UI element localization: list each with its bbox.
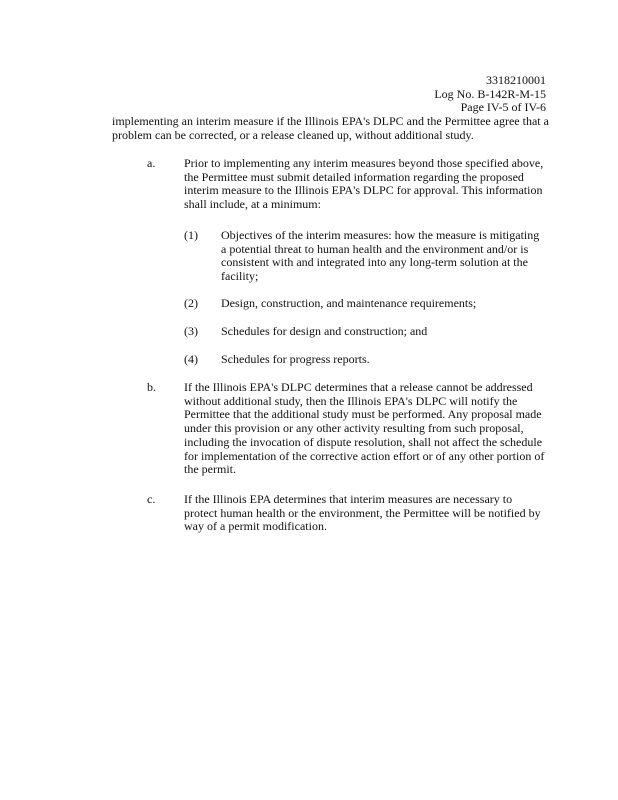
sub-text-2: Design, construction, and maintenance requirements; — [221, 296, 477, 310]
page-number: Page IV-5 of IV-6 — [460, 100, 546, 114]
list-text-b: If the Illinois EPA's DLPC determines that a release cannot be addressed without additional study, then the Illinois EPA's DLPC will notify the Permittee that the additional study must be performed. Any proposal made under this provision or any other activity resulting from such proposal, including the invocation of dispute resolution, shall not affect the schedule for implementation of the corrective action effort or of any other portion of the permit. — [184, 380, 545, 477]
log-number: Log No. B-142R-M-15 — [434, 86, 546, 101]
sub-item-1 — [184, 229, 554, 284]
sub-item-2 — [184, 297, 554, 311]
sub-item-4 — [184, 353, 554, 367]
list-text-c: If the Illinois EPA determines that interim measures are necessary to protect human health or the environment, the Permittee will be notified by way of a permit modification. — [184, 492, 541, 534]
list-item-a — [147, 157, 547, 212]
document-id: 3318210001 — [486, 73, 546, 87]
list-marker-b: b. — [147, 380, 156, 394]
list-item-c — [147, 493, 547, 534]
list-item-b — [147, 381, 547, 477]
intro-paragraph: implementing an interim measure if the Illinois EPA's DLPC and the Permittee agree that a problem can be corrected, or a release cleaned up, without additional study. — [112, 114, 549, 142]
sub-text-4: Schedules for progress reports. — [221, 352, 370, 366]
sub-marker-1: (1) — [184, 228, 198, 242]
list-marker-c: c. — [147, 492, 156, 506]
page-header — [434, 74, 546, 115]
list-marker-a: a. — [147, 156, 156, 170]
sub-marker-3: (3) — [184, 324, 198, 338]
sub-text-3: Schedules for design and construction; and — [221, 324, 428, 338]
sub-marker-2: (2) — [184, 296, 198, 310]
sub-text-1: Objectives of the interim measures: how the measure is mitigating a potential threat to human health and the environment and/or is consistent with and integrated into any long-term solution at the facility; — [221, 228, 540, 284]
sub-item-3 — [184, 325, 554, 339]
list-text-a: Prior to implementing any interim measures beyond those specified above, the Permittee must submit detailed information regarding the proposed interim measure to the Illinois EPA's DLPC for approval. This information shall include, at a minimum: — [184, 156, 544, 212]
sub-marker-4: (4) — [184, 352, 198, 366]
